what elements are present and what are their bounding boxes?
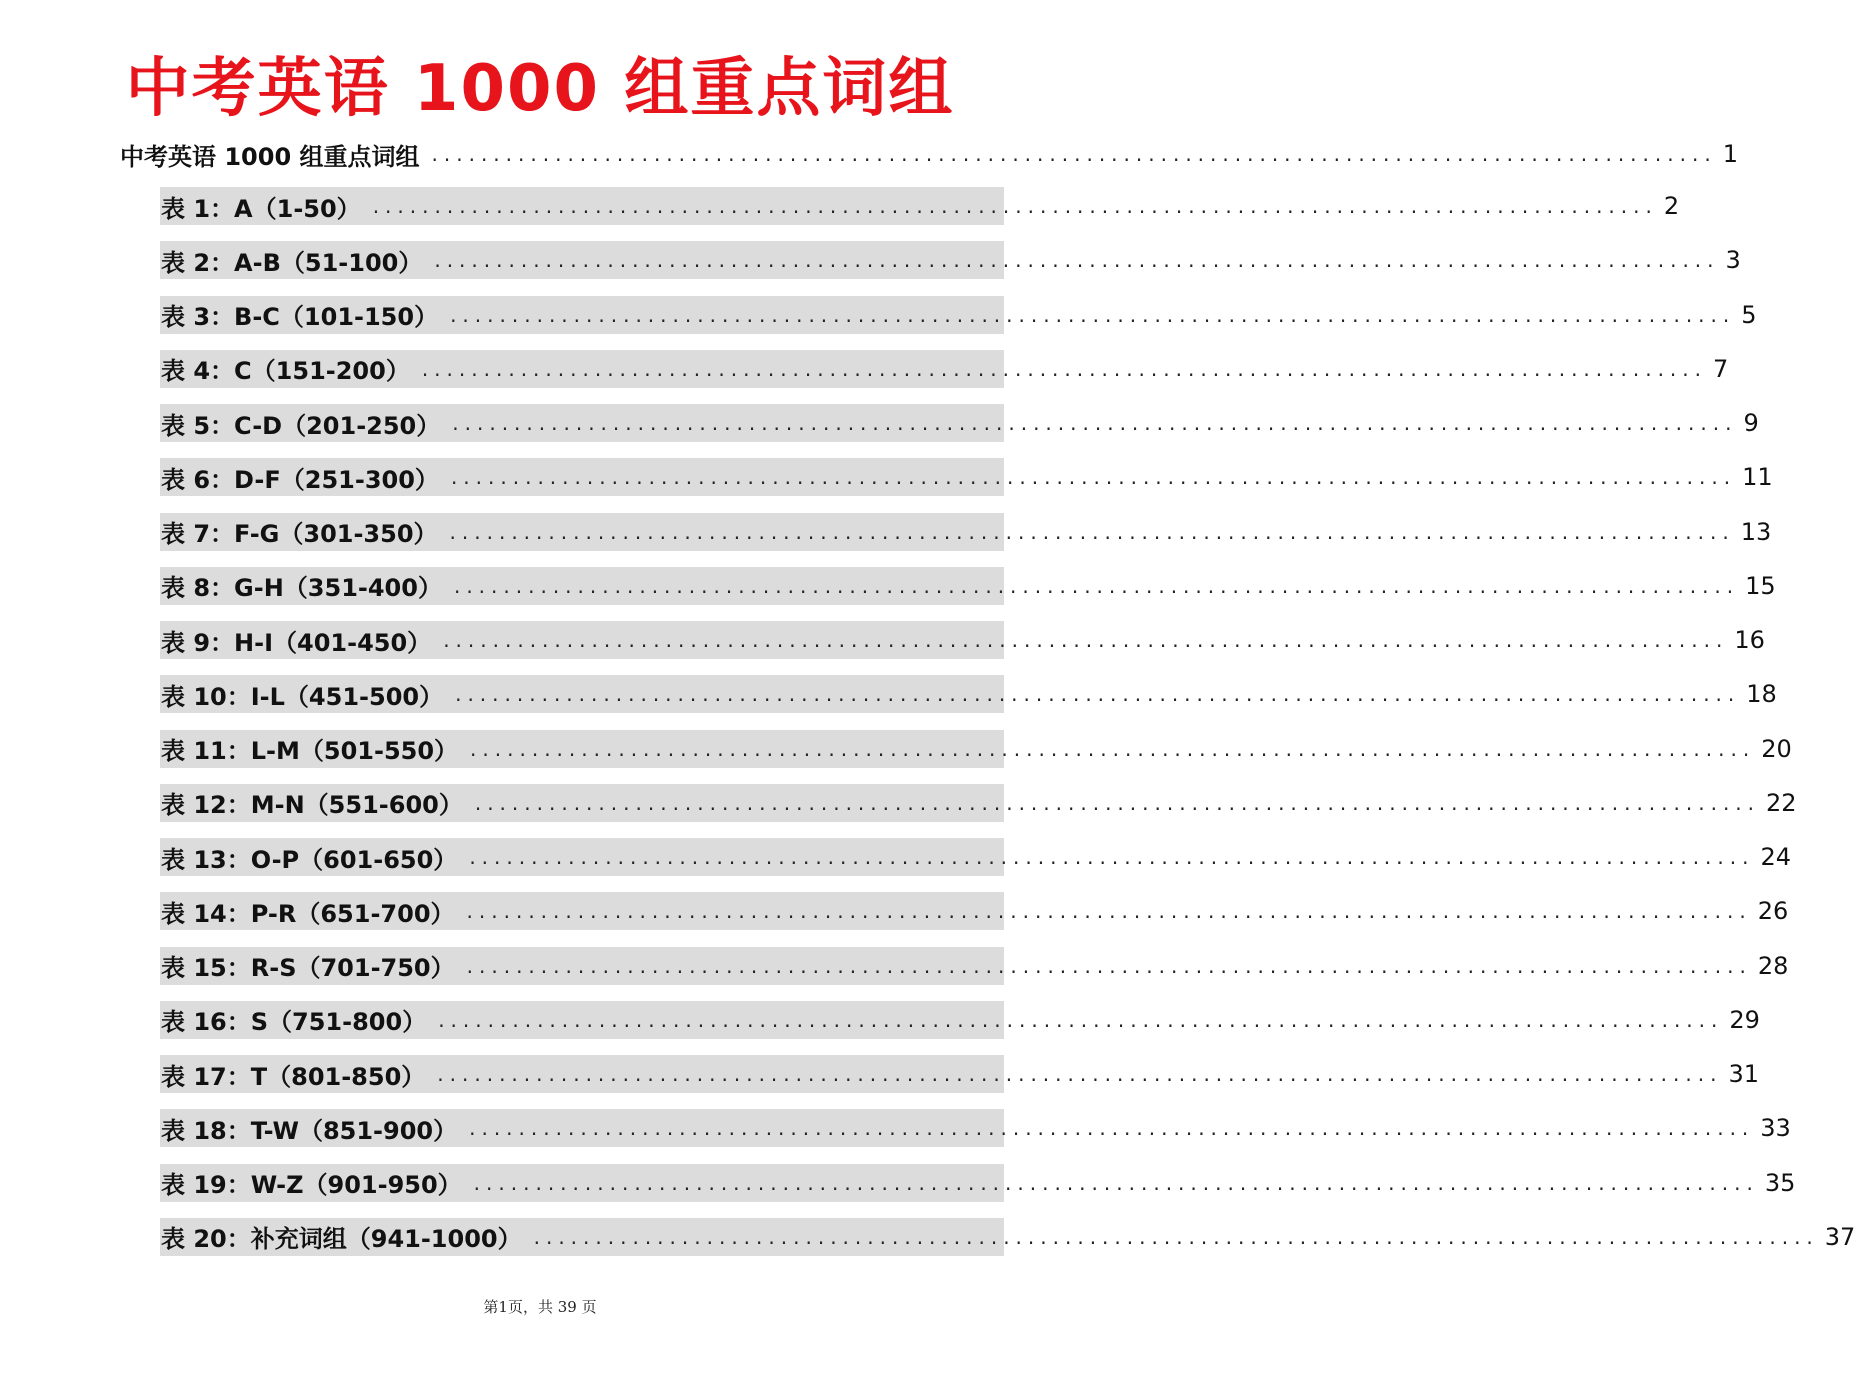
toc-entry-label: 表 4：C（151-200） xyxy=(161,357,410,386)
toc-entry-page: 5 xyxy=(1741,300,1757,329)
toc-dot-leader: ........................................................................................................ xyxy=(449,519,1735,544)
toc-entry-page: 9 xyxy=(1743,409,1759,437)
toc-dot-leader: ........................................................................................................ xyxy=(372,194,1658,218)
toc-entry-page: 24 xyxy=(1760,843,1792,871)
toc-dot-leader: ........................................................................................................ xyxy=(443,628,1729,652)
toc-dot-leader: ........................................................................................................ xyxy=(469,1116,1755,1141)
page-title: 中考英语 1000 组重点词组 xyxy=(125,52,955,126)
toc-entry-main[interactable] xyxy=(119,136,1738,172)
toc-entry[interactable] xyxy=(160,1001,1760,1039)
toc-list xyxy=(160,187,1856,1272)
toc-entry-page: 37 xyxy=(1824,1222,1856,1251)
toc-entry[interactable] xyxy=(160,1055,1759,1093)
toc-entry-label: 表 6：D-F（251-300） xyxy=(161,465,439,494)
toc-entry-label: 表 14：P-R（651-700） xyxy=(161,899,455,928)
toc-entry-label: 表 7：F-G（301-350） xyxy=(161,520,438,548)
toc-entry[interactable] xyxy=(160,458,1773,496)
toc-entry-page: 26 xyxy=(1757,897,1789,926)
toc-entry-page: 16 xyxy=(1734,626,1765,654)
toc-entry-page: 22 xyxy=(1766,788,1797,817)
toc-dot-leader: ........................................................................................................ xyxy=(453,573,1740,598)
toc-entry-label: 表 2：A-B（51-100） xyxy=(161,248,423,277)
toc-entry[interactable] xyxy=(160,567,1776,605)
toc-entry-page: 35 xyxy=(1764,1168,1796,1197)
toc-entry[interactable] xyxy=(160,1109,1791,1147)
toc-entry[interactable] xyxy=(160,1164,1796,1202)
toc-entry-label: 表 10：I-L（451-500） xyxy=(161,682,444,711)
toc-entry-label: 表 3：B-C（101-150） xyxy=(161,303,439,331)
toc-entry-label: 表 8：G-H（351-400） xyxy=(161,574,442,603)
toc-entry-label: 表 18：T-W（851-900） xyxy=(161,1116,458,1145)
toc-entry[interactable] xyxy=(160,675,1777,713)
toc-entry-page: 18 xyxy=(1746,680,1777,709)
toc-entry-label: 表 19：W-Z（901-950） xyxy=(161,1171,462,1199)
toc-dot-leader: ........................................................................................................ xyxy=(421,356,1707,381)
toc-entry[interactable] xyxy=(160,350,1729,388)
toc-entry[interactable] xyxy=(160,296,1757,334)
toc-entry-label: 表 5：C-D（201-250） xyxy=(161,411,441,440)
toc-dot-leader: ........................................................................................................ xyxy=(438,1007,1724,1032)
toc-dot-leader: ........................................................................................................ xyxy=(437,1062,1723,1086)
toc-entry-page: 3 xyxy=(1725,246,1741,275)
toc-dot-leader: ........................................................................................................ xyxy=(452,411,1738,435)
toc-entry-page: 2 xyxy=(1663,192,1680,220)
toc-dot-leader: ........................................................................................................ xyxy=(450,302,1736,327)
toc-dot-leader: ........................................................................................................ xyxy=(473,1170,1759,1195)
toc-entry[interactable] xyxy=(160,892,1789,930)
page-footer: 第1页，共 39 页 xyxy=(483,1298,597,1316)
toc-entry[interactable] xyxy=(160,187,1680,225)
toc-entry-label: 表 11：L-M（501-550） xyxy=(161,737,459,765)
toc-entry-label: 表 17：T（801-850） xyxy=(161,1062,426,1091)
toc-entry[interactable] xyxy=(160,241,1741,279)
toc-entry-page: 33 xyxy=(1760,1114,1791,1143)
toc-dot-leader: ........................................................................................................ xyxy=(470,736,1756,761)
toc-entry[interactable] xyxy=(160,513,1772,551)
toc-entry[interactable] xyxy=(160,784,1797,822)
toc-entry-page: 7 xyxy=(1713,354,1729,383)
toc-entry-label: 表 12：M-N（551-600） xyxy=(161,791,463,820)
toc-entry[interactable] xyxy=(160,947,1789,985)
toc-entry-label: 表 1：A（1-50） xyxy=(161,194,361,223)
toc-dot-leader: ........................................................................................................ xyxy=(466,899,1752,924)
toc-entry-page: 29 xyxy=(1729,1005,1760,1034)
toc-entry-page: 31 xyxy=(1728,1060,1759,1088)
toc-entry[interactable] xyxy=(160,404,1759,442)
toc-entry-label: 表 9：H-I（401-450） xyxy=(161,628,432,657)
toc-dot-leader: ........................................................................................................ xyxy=(533,1224,1819,1249)
toc-entry-label: 表 13：O-P（601-650） xyxy=(161,845,458,874)
toc-dot-leader: ........................................................................................................ xyxy=(450,465,1737,490)
toc-entry-page: 11 xyxy=(1742,463,1773,492)
toc-dot-leader: ........................................................................................................ xyxy=(431,142,1717,166)
toc-dot-leader: ........................................................................................................ xyxy=(469,845,1755,869)
toc-dot-leader: ........................................................................................................ xyxy=(434,248,1720,273)
toc-entry-page: 15 xyxy=(1745,571,1776,600)
toc-entry-label: 表 16：S（751-800） xyxy=(161,1008,427,1037)
toc-entry[interactable] xyxy=(160,838,1792,876)
toc-entry-label: 表 20：补充词组（941-1000） xyxy=(161,1225,522,1254)
toc-entry[interactable] xyxy=(160,1218,1856,1256)
toc-entry-page: 1 xyxy=(1722,140,1738,168)
toc-entry-page: 28 xyxy=(1757,951,1789,980)
toc-dot-leader: ........................................................................................................ xyxy=(455,682,1741,707)
toc-entry-label: 表 15：R-S（701-750） xyxy=(161,954,455,982)
toc-dot-leader: ........................................................................................................ xyxy=(474,790,1761,815)
toc-entry-label: 中考英语 1000 组重点词组 xyxy=(120,142,420,171)
toc-entry[interactable] xyxy=(160,730,1792,768)
toc-dot-leader: ........................................................................................................ xyxy=(466,953,1752,978)
toc-entry-page: 13 xyxy=(1740,517,1772,546)
toc-entry[interactable] xyxy=(160,621,1765,659)
toc-entry-page: 20 xyxy=(1761,734,1792,763)
